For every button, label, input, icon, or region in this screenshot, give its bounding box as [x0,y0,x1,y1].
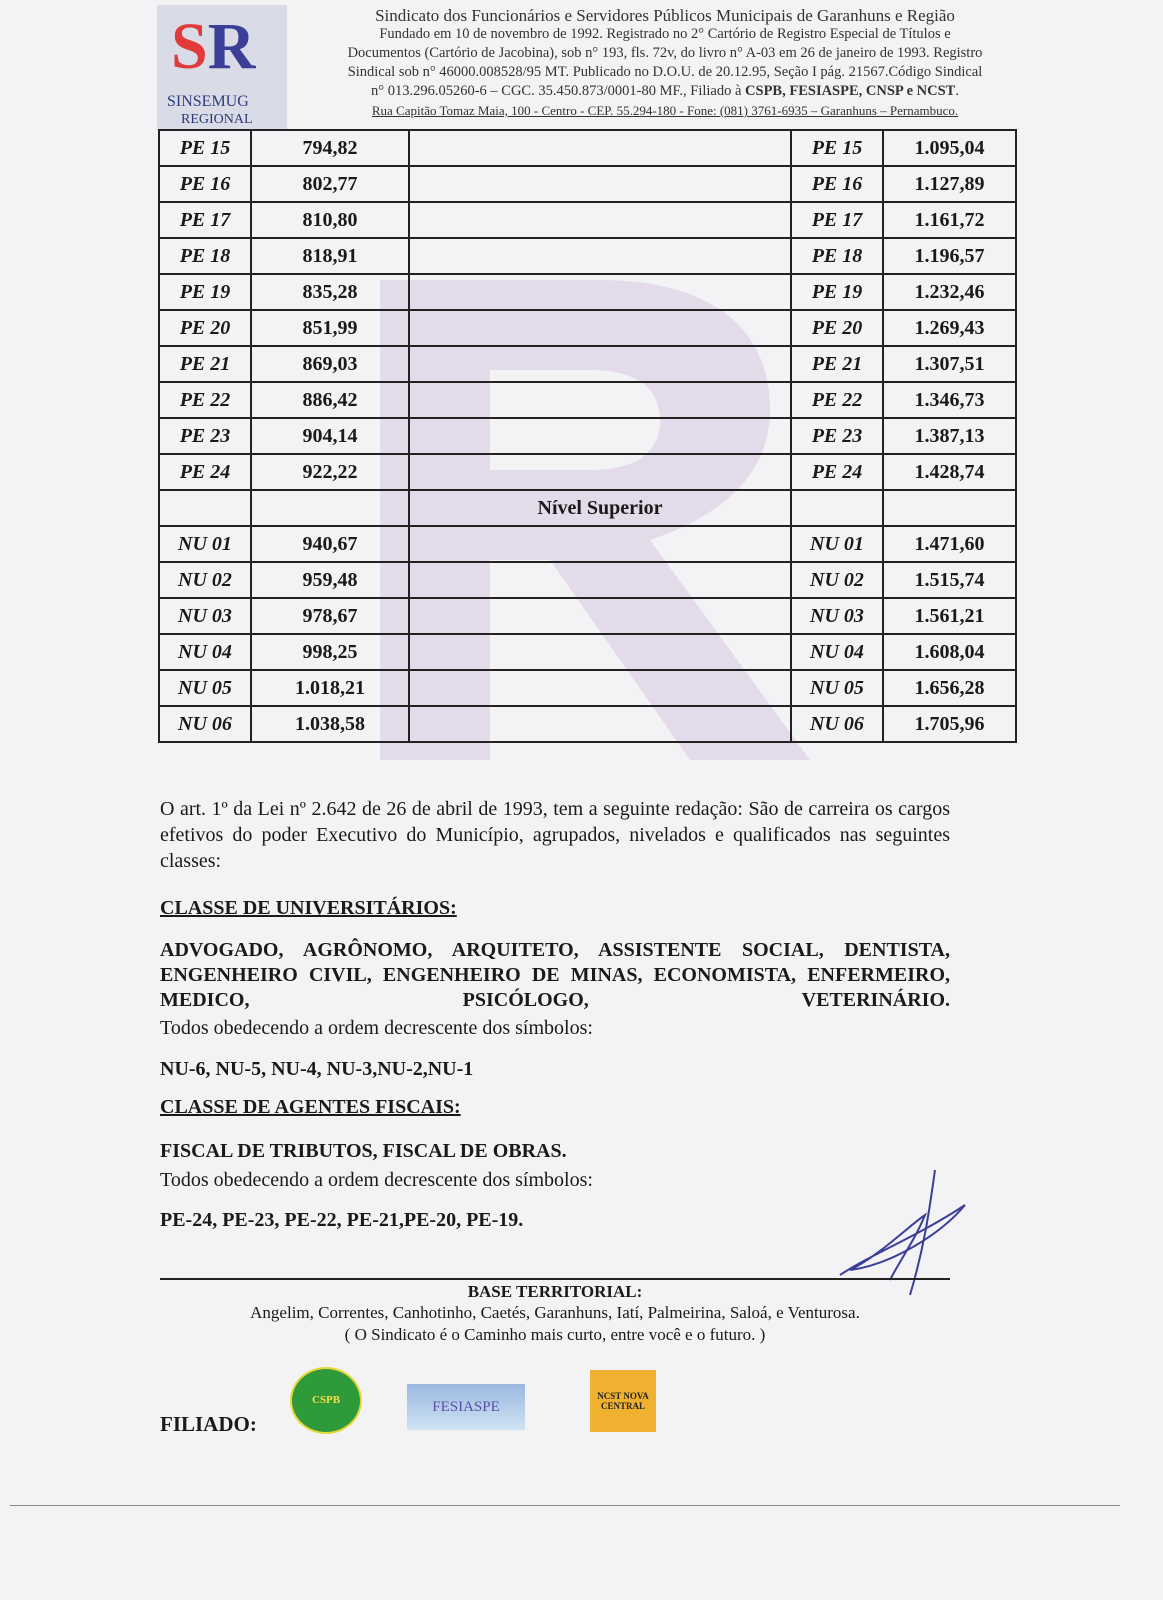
value-cell: 869,03 [251,346,409,382]
symbol-cell: PE 15 [791,130,883,166]
empty-cell [409,706,791,742]
empty-cell [409,598,791,634]
union-name: Sindicato dos Funcionários e Servidores Públicos Municipais de Garanhuns e Região [375,6,955,25]
header-line-text: n° 013.296.05260-6 – CGC. 35.450.873/0001-80 MF., Filiado à [371,83,746,99]
empty-cell [409,346,791,382]
address: Rua Capitão Tomaz Maia, 100 - Centro - CEP. 55.294-180 - Fone: (081) 3761-6935 – Garanhuns – Pernambuco. [371,103,959,118]
base-territorial-title: BASE TERRITORIAL: [467,1282,643,1301]
table-row [159,418,1016,454]
value-cell: 904,14 [251,418,409,454]
value-cell: 1.387,13 [883,418,1016,454]
value-cell: 1.561,21 [883,598,1016,634]
letterhead [295,6,1035,120]
empty-cell [409,634,791,670]
value-cell: 1.196,57 [883,238,1016,274]
value-cell: 1.038,58 [251,706,409,742]
value-cell: 1.515,74 [883,562,1016,598]
symbol-cell: PE 19 [791,274,883,310]
empty-cell [409,130,791,166]
sinsemug-logo [157,5,287,130]
value-cell: 802,77 [251,166,409,202]
class1-list: ADVOGADO, AGRÔNOMO, ARQUITETO, ASSISTENTE SOCIAL, DENTISTA, ENGENHEIRO CIVIL, ENGENHEIRO DE MINAS, ECONOMISTA, ENFERMEIRO, MEDICO, PSICÓLOGO, VETERINÁRIO. [160,939,950,1011]
empty-cell [409,310,791,346]
table-row [159,238,1016,274]
empty-cell [883,490,1016,526]
symbol-cell: PE 18 [159,238,251,274]
symbol-cell: PE 20 [791,310,883,346]
symbol-cell: PE 16 [791,166,883,202]
symbol-cell: PE 18 [791,238,883,274]
table-row [159,310,1016,346]
logo-name: SINSEMUG [167,93,249,110]
symbol-cell: NU 06 [791,706,883,742]
value-cell: 998,25 [251,634,409,670]
empty-cell [409,238,791,274]
value-cell: 959,48 [251,562,409,598]
symbol-cell: NU 04 [791,634,883,670]
table-row [159,562,1016,598]
symbol-cell: PE 20 [159,310,251,346]
empty-cell [409,166,791,202]
section-label: Nível Superior [409,490,791,526]
symbol-cell: NU 02 [791,562,883,598]
value-cell: 922,22 [251,454,409,490]
table-row [159,670,1016,706]
table-row [159,706,1016,742]
affiliations: CSPB, FESIASPE, CNSP e NCST [745,83,956,99]
value-cell: 1.307,51 [883,346,1016,382]
value-cell: 1.705,96 [883,706,1016,742]
value-cell: 1.656,28 [883,670,1016,706]
symbol-cell: PE 24 [791,454,883,490]
value-cell: 886,42 [251,382,409,418]
class2-list: FISCAL DE TRIBUTOS, FISCAL DE OBRAS. [160,1140,567,1162]
value-cell: 835,28 [251,274,409,310]
symbol-cell: PE 24 [159,454,251,490]
table-row [159,130,1016,166]
cities: Angelim, Correntes, Canhotinho, Caetés, Garanhuns, Iatí, Palmeirina, Saloá, e Venturosa. [250,1303,860,1322]
value-cell: 1.127,89 [883,166,1016,202]
empty-cell [251,490,409,526]
value-cell: 1.232,46 [883,274,1016,310]
table-row [159,598,1016,634]
header-line: n° 013.296.05260-6 – CGC. 35.450.873/0001-80 MF., Filiado à CSPB, FESIASPE, CNSP e NCST. [371,83,959,99]
table-row [159,202,1016,238]
empty-cell [409,562,791,598]
empty-cell [409,418,791,454]
symbol-cell: NU 01 [791,526,883,562]
table-row [159,634,1016,670]
filiado-label: FILIADO: [160,1412,257,1436]
value-cell: 1.608,04 [883,634,1016,670]
symbol-cell: NU 04 [159,634,251,670]
intro-paragraph: O art. 1º da Lei nº 2.642 de 26 de abril de 1993, tem a seguinte redação: São de carreira os cargos efetivos do poder Executivo do Município, agrupados, nivelados e qualificados nas seguintes classes: [160,798,950,872]
table-row [159,454,1016,490]
value-cell: 851,99 [251,310,409,346]
symbol-cell: PE 23 [159,418,251,454]
symbol-cell: NU 03 [159,598,251,634]
table-row [159,382,1016,418]
symbol-cell: NU 03 [791,598,883,634]
empty-cell [409,454,791,490]
header-line: Sindical sob n° 46000.008528/95 MT. Publicado no D.O.U. de 20.12.95, Seção I pág. 21567.Código Sindical [347,64,983,80]
header-line: Fundado em 10 de novembro de 1992. Registrado no 2° Cartório de Registro Especial de Títulos e [379,26,951,42]
table-row [159,346,1016,382]
value-cell: 978,67 [251,598,409,634]
symbol-cell: NU 05 [791,670,883,706]
value-cell: 1.428,74 [883,454,1016,490]
cspb-logo: CSPB [290,1367,362,1434]
fesiaspe-logo: FESIASPE [407,1384,525,1430]
symbol-cell: PE 21 [159,346,251,382]
symbol-cell: PE 16 [159,166,251,202]
symbol-cell: PE 23 [791,418,883,454]
class1-title: CLASSE DE UNIVERSITÁRIOS: [160,897,457,919]
table-row [159,166,1016,202]
value-cell: 1.095,04 [883,130,1016,166]
class2-order: Todos obedecendo a ordem decrescente dos símbolos: [160,1169,593,1191]
class2-title: CLASSE DE AGENTES FISCAIS: [160,1096,461,1118]
symbol-cell: NU 02 [159,562,251,598]
empty-cell [409,202,791,238]
ncst-logo: NCST NOVA CENTRAL [590,1370,656,1432]
symbol-cell: PE 22 [791,382,883,418]
value-cell: 818,91 [251,238,409,274]
value-cell: 810,80 [251,202,409,238]
header-line: Documentos (Cartório de Jacobina), sob n° 193, fls. 72v, do livro n° A-03 em 26 de janeiro de 1993. Registro [347,45,983,61]
empty-cell [159,490,251,526]
empty-cell [409,274,791,310]
empty-cell [409,670,791,706]
logo-sub: REGIONAL [181,112,253,127]
value-cell: 794,82 [251,130,409,166]
symbol-cell: PE 22 [159,382,251,418]
scan-edge [10,1505,1120,1506]
symbol-cell: PE 17 [791,202,883,238]
empty-cell [409,526,791,562]
class1-symbols: NU-6, NU-5, NU-4, NU-3,NU-2,NU-1 [160,1058,474,1080]
symbol-cell: PE 15 [159,130,251,166]
empty-cell [791,490,883,526]
class1-order: Todos obedecendo a ordem decrescente dos símbolos: [160,1017,593,1039]
divider [160,1278,950,1280]
value-cell: 1.346,73 [883,382,1016,418]
empty-cell [409,382,791,418]
table-row [159,526,1016,562]
symbol-cell: PE 21 [791,346,883,382]
motto: ( O Sindicato é o Caminho mais curto, entre você e o futuro. ) [344,1325,766,1344]
symbol-cell: NU 06 [159,706,251,742]
symbol-cell: PE 19 [159,274,251,310]
section-row [159,490,1016,526]
logo-letters: SR [171,10,256,83]
symbol-cell: NU 01 [159,526,251,562]
value-cell: 1.018,21 [251,670,409,706]
salary-table [158,129,1017,743]
value-cell: 940,67 [251,526,409,562]
symbol-cell: NU 05 [159,670,251,706]
value-cell: 1.269,43 [883,310,1016,346]
value-cell: 1.161,72 [883,202,1016,238]
value-cell: 1.471,60 [883,526,1016,562]
symbol-cell: PE 17 [159,202,251,238]
class2-symbols: PE-24, PE-23, PE-22, PE-21,PE-20, PE-19. [160,1209,524,1231]
table-row [159,274,1016,310]
